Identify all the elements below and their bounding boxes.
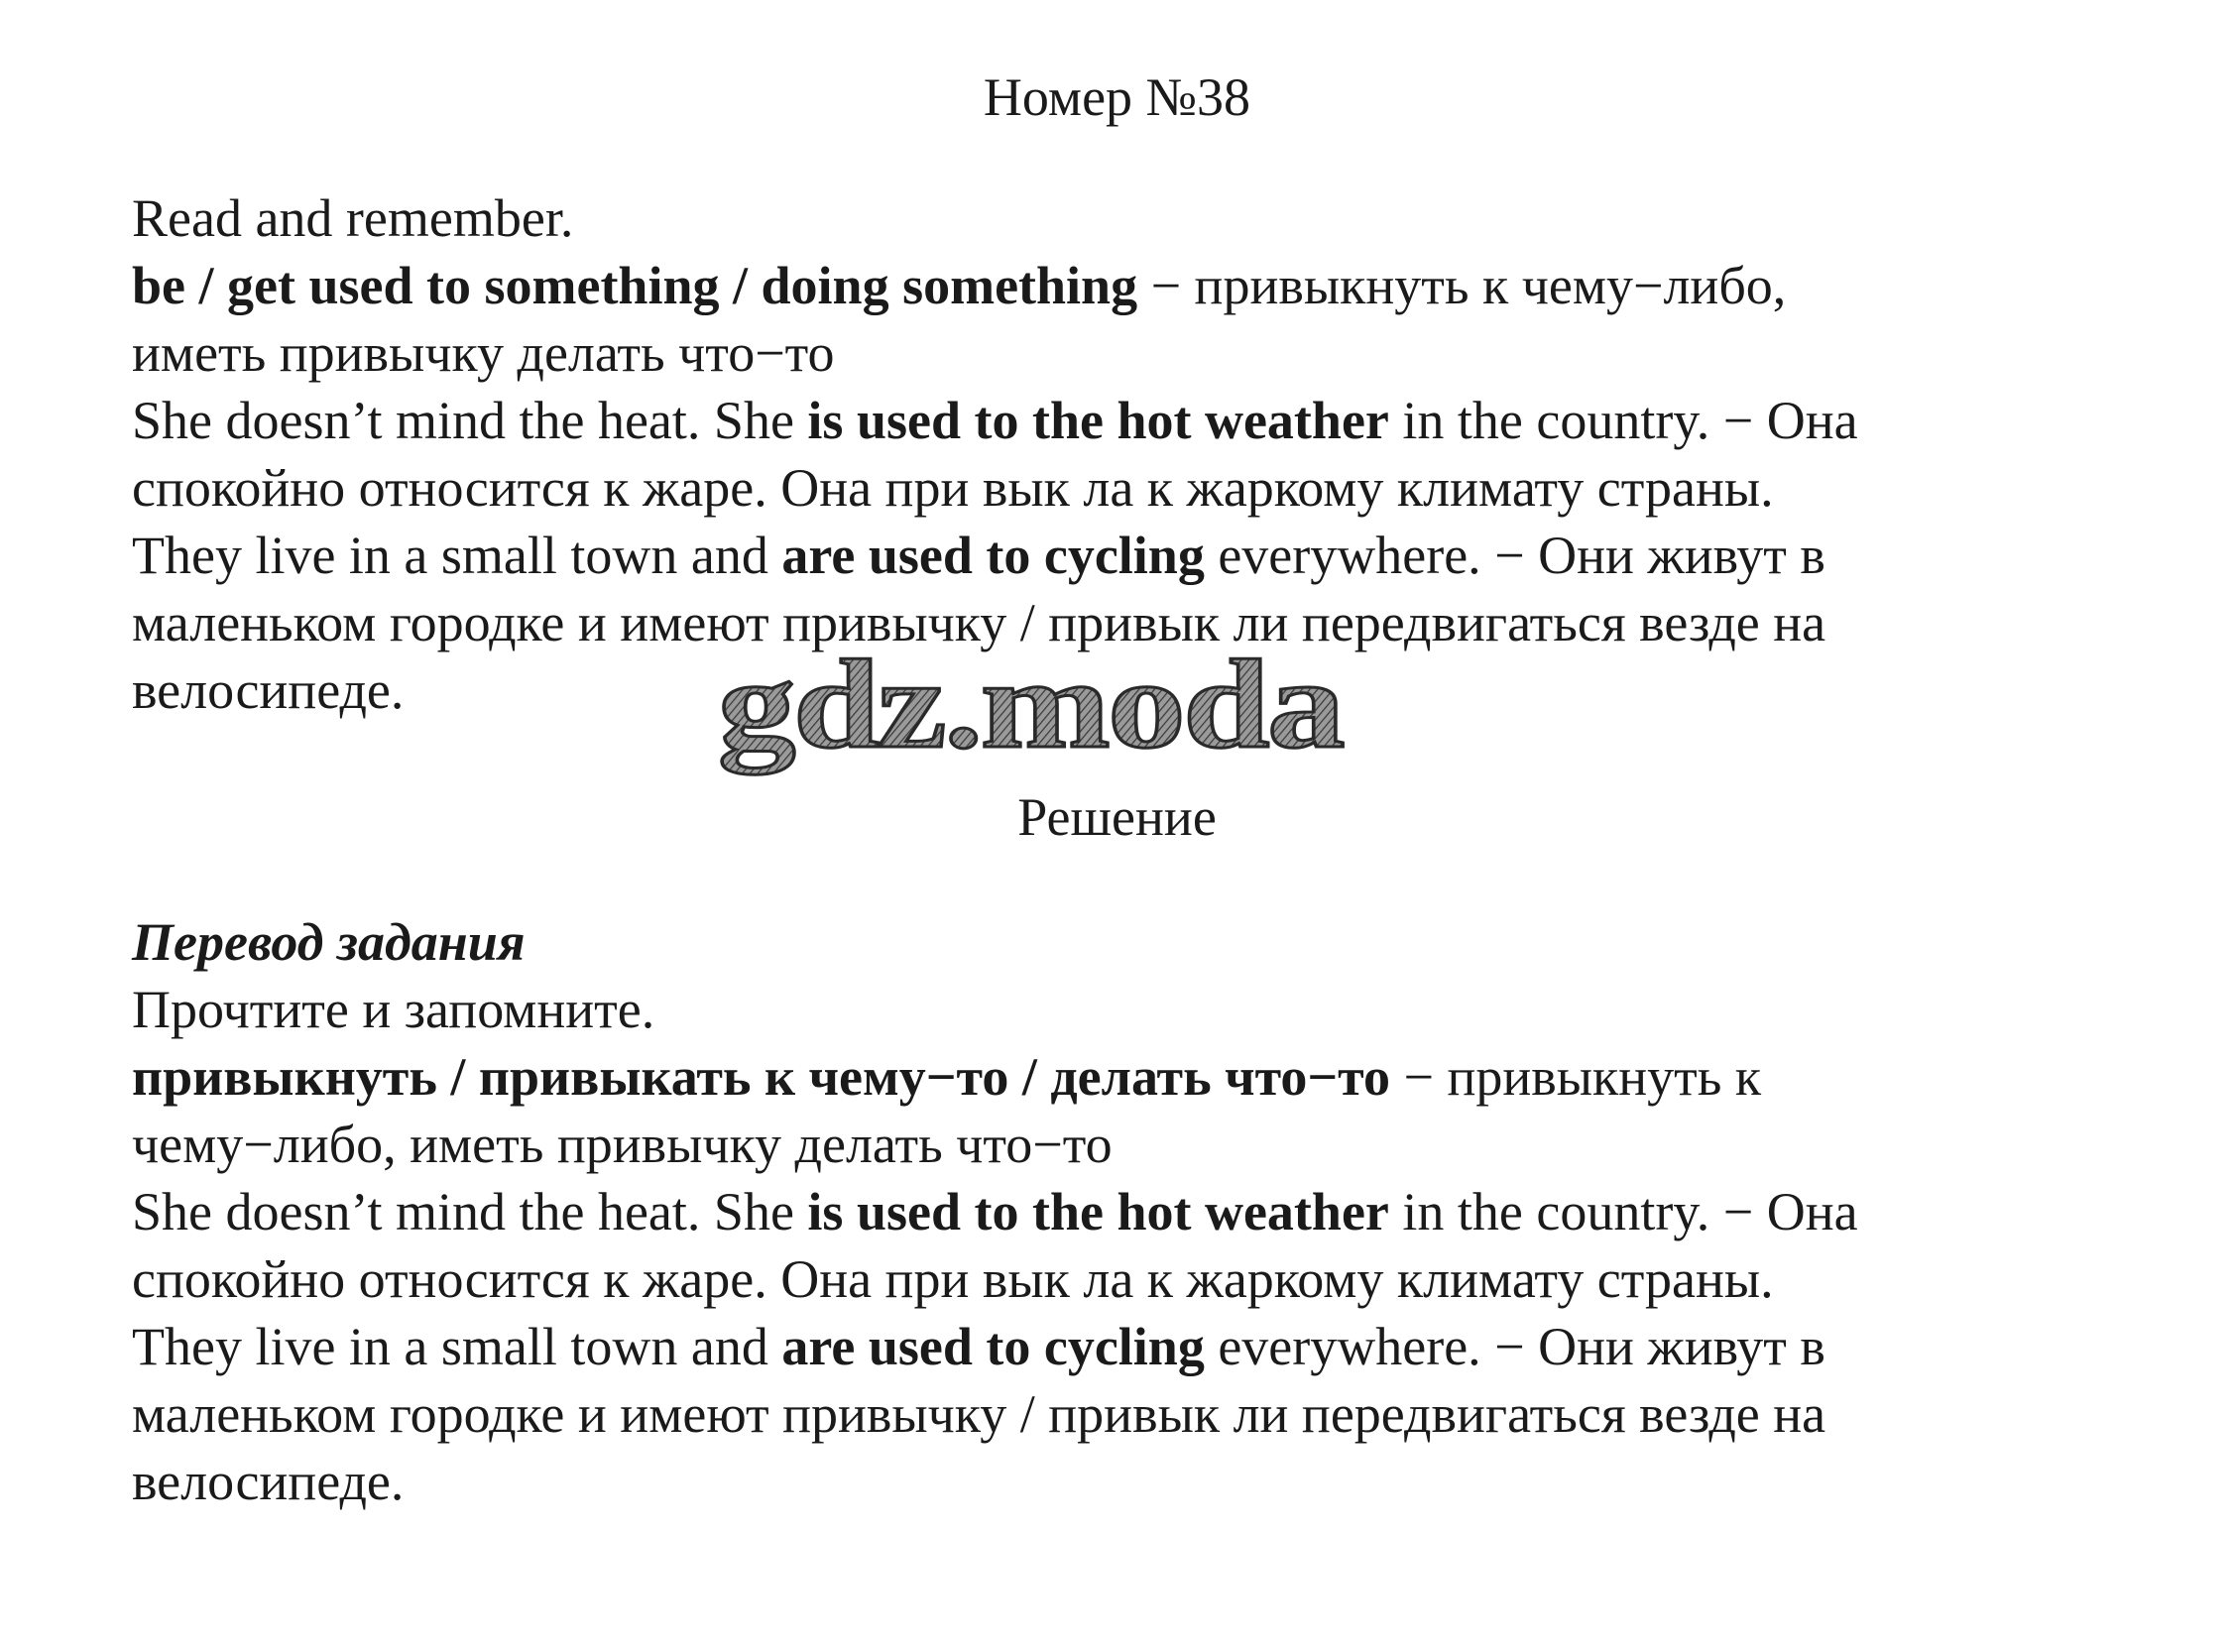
- translation-example-1-line2: спокойно относится к жаре. Она при вык ла к жаркому климату страны.: [132, 1249, 1774, 1309]
- translation-example-1-start: She doesn’t mind the heat. She: [132, 1182, 808, 1241]
- task-example-2: [132, 522, 2115, 589]
- translation-phrase-bold: привыкнуть / привыкать к чему−то / делать что−то: [132, 1047, 1390, 1107]
- task-instruction: Read and remember.: [132, 188, 574, 248]
- task-phrase-bold: be / get used to something / doing something: [132, 256, 1138, 315]
- solution-label: Решение: [1017, 787, 1217, 847]
- task-example-1-bold: is used to the hot weather: [807, 391, 1389, 450]
- task-example-1: [132, 387, 2115, 454]
- translation-example-2-bold: are used to cycling: [781, 1317, 1205, 1376]
- translation-example-1-bold: is used to the hot weather: [807, 1182, 1389, 1241]
- task-example-2-line3: велосипеде.: [132, 660, 405, 720]
- watermark-text: gdz.moda: [718, 640, 1345, 774]
- translation-example-2-end: everywhere. − Они живут в: [1204, 1317, 1825, 1376]
- translation-example-2-line2: маленьком городке и имеют привычку / привык ли передвигаться везде на: [132, 1384, 1826, 1444]
- translation-phrase-line2: чему−либо, иметь привычку делать что−то: [132, 1115, 1113, 1174]
- translation-heading: Перевод задания: [132, 912, 526, 972]
- task-phrase-line2: иметь привычку делать что−то: [132, 323, 835, 383]
- translation-example-1-end: in the country. − Она: [1388, 1182, 1858, 1241]
- translation-instruction: Прочтите и запомните.: [132, 980, 655, 1039]
- translation-example-2: [132, 1313, 2115, 1380]
- translation-section: [132, 908, 2115, 1515]
- page-title: Номер №38: [983, 67, 1251, 127]
- task-example-1-end: in the country. − Она: [1388, 391, 1858, 450]
- task-example-2-bold: are used to cycling: [781, 526, 1205, 585]
- translation-phrase-meaning: − привыкнуть к: [1389, 1047, 1762, 1107]
- task-phrase-meaning: − привыкнуть к чему−либо,: [1137, 256, 1787, 315]
- task-example-1-start: She doesn’t mind the heat. She: [132, 391, 808, 450]
- translation-example-2-start: They live in a small town and: [132, 1317, 782, 1376]
- task-example-2-start: They live in a small town and: [132, 526, 782, 585]
- task-example-1-line2: спокойно относится к жаре. Она при вык ла к жаркому климату страны.: [132, 458, 1774, 518]
- translation-example-1: [132, 1178, 2115, 1245]
- task-phrase: [132, 252, 2115, 319]
- task-example-2-end: everywhere. − Они живут в: [1204, 526, 1825, 585]
- watermark-logo: [714, 640, 1349, 788]
- translation-phrase: [132, 1043, 2115, 1111]
- translation-example-2-line3: велосипеде.: [132, 1452, 405, 1511]
- task-example-2-line2: маленьком городке и имеют привычку / привык ли передвигаться везде на: [132, 593, 1826, 652]
